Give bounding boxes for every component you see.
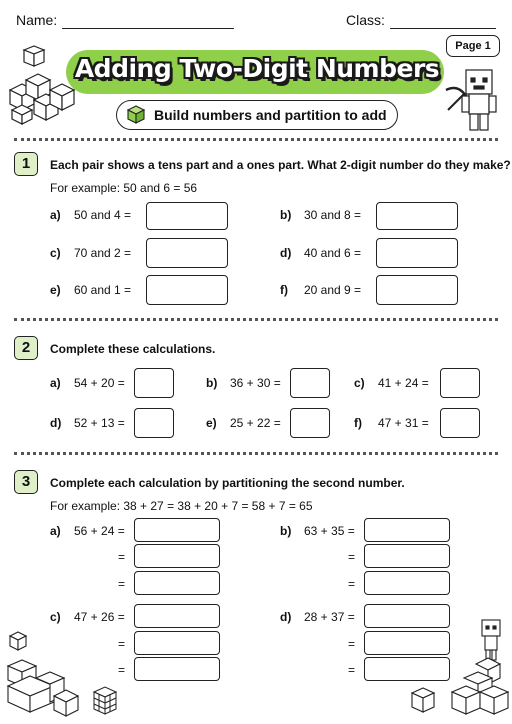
robot-miner-icon <box>444 64 504 134</box>
item-expression: 36 + 30 = <box>230 376 281 390</box>
item-expression: 28 + 37 = <box>304 610 355 624</box>
q2-instruction: Complete these calculations. <box>50 342 216 356</box>
q3-instruction: Complete each calculation by partitioning the second number. <box>50 476 405 490</box>
answer-box[interactable] <box>364 518 450 542</box>
answer-box[interactable] <box>290 408 330 438</box>
item-expression: 41 + 24 = <box>378 376 429 390</box>
equals-sign: = <box>118 637 126 651</box>
answer-box[interactable] <box>364 604 450 628</box>
answer-box[interactable] <box>134 571 220 595</box>
green-cube-icon <box>126 104 146 124</box>
item-label: b) <box>206 376 218 390</box>
answer-box[interactable] <box>440 408 480 438</box>
answer-box[interactable] <box>146 238 228 268</box>
item-expression: 40 and 6 = <box>304 246 362 260</box>
item-expression: 30 and 8 = <box>304 208 362 222</box>
q1-instruction: Each pair shows a tens part and a ones part. What 2-digit number do they make? <box>50 158 511 172</box>
item-expression: 56 + 24 = <box>74 524 125 538</box>
answer-box[interactable] <box>364 657 450 681</box>
item-expression: 25 + 22 = <box>230 416 281 430</box>
answer-box[interactable] <box>440 368 480 398</box>
class-field[interactable] <box>390 28 496 29</box>
page-badge: Page 1 <box>446 35 500 57</box>
name-label: Name: <box>16 12 58 28</box>
answer-box[interactable] <box>290 368 330 398</box>
page-title: Adding Two-Digit Numbers <box>74 54 440 83</box>
item-label: c) <box>354 376 365 390</box>
item-label: b) <box>280 524 292 538</box>
equals-sign: = <box>348 550 356 564</box>
item-expression: 47 + 31 = <box>378 416 429 430</box>
item-expression: 54 + 20 = <box>74 376 125 390</box>
answer-box[interactable] <box>146 275 228 305</box>
answer-box[interactable] <box>134 657 220 681</box>
question-number: 3 <box>14 470 38 494</box>
item-label: a) <box>50 376 61 390</box>
question-number: 1 <box>14 152 38 176</box>
item-label: a) <box>50 208 61 222</box>
item-expression: 60 and 1 = <box>74 283 132 297</box>
item-label: b) <box>280 208 292 222</box>
equals-sign: = <box>118 550 126 564</box>
item-expression: 63 + 35 = <box>304 524 355 538</box>
name-field[interactable] <box>62 28 234 29</box>
item-label: e) <box>206 416 217 430</box>
answer-box[interactable] <box>134 518 220 542</box>
equals-sign: = <box>348 663 356 677</box>
divider <box>14 138 498 141</box>
item-label: d) <box>280 610 292 624</box>
subtitle: Build numbers and partition to add <box>154 107 387 123</box>
item-expression: 70 and 2 = <box>74 246 132 260</box>
equals-sign: = <box>348 637 356 651</box>
item-expression: 52 + 13 = <box>74 416 125 430</box>
item-label: d) <box>50 416 62 430</box>
equals-sign: = <box>118 577 126 591</box>
equals-sign: = <box>118 663 126 677</box>
cube-stack-icon <box>4 44 76 126</box>
answer-box[interactable] <box>364 571 450 595</box>
item-expression: 50 and 4 = <box>74 208 132 222</box>
item-label: f) <box>280 283 288 297</box>
item-label: e) <box>50 283 61 297</box>
item-label: c) <box>50 610 61 624</box>
item-label: f) <box>354 416 362 430</box>
q1-example: For example: 50 and 6 = 56 <box>50 181 198 195</box>
item-label: a) <box>50 524 61 538</box>
answer-box[interactable] <box>134 631 220 655</box>
answer-box[interactable] <box>376 238 458 268</box>
answer-box[interactable] <box>376 202 458 230</box>
answer-box[interactable] <box>376 275 458 305</box>
answer-box[interactable] <box>134 368 174 398</box>
answer-box[interactable] <box>134 604 220 628</box>
answer-box[interactable] <box>364 631 450 655</box>
question-number: 2 <box>14 336 38 360</box>
divider <box>14 318 498 321</box>
staircase-blocks-icon <box>2 626 82 720</box>
q3-example: For example: 38 + 27 = 38 + 20 + 7 = 58 + 7 = 65 <box>50 499 313 513</box>
item-expression: 20 and 9 = <box>304 283 362 297</box>
answer-box[interactable] <box>134 408 174 438</box>
small-cube-icon <box>410 686 436 714</box>
class-label: Class: <box>346 12 385 28</box>
item-expression: 47 + 26 = <box>74 610 125 624</box>
answer-box[interactable] <box>134 544 220 568</box>
item-label: c) <box>50 246 61 260</box>
equals-sign: = <box>348 577 356 591</box>
item-label: d) <box>280 246 292 260</box>
answer-box[interactable] <box>146 202 228 230</box>
robot-staircase-icon <box>448 618 510 720</box>
grid-cube-icon <box>92 684 118 716</box>
divider <box>14 452 498 455</box>
answer-box[interactable] <box>364 544 450 568</box>
